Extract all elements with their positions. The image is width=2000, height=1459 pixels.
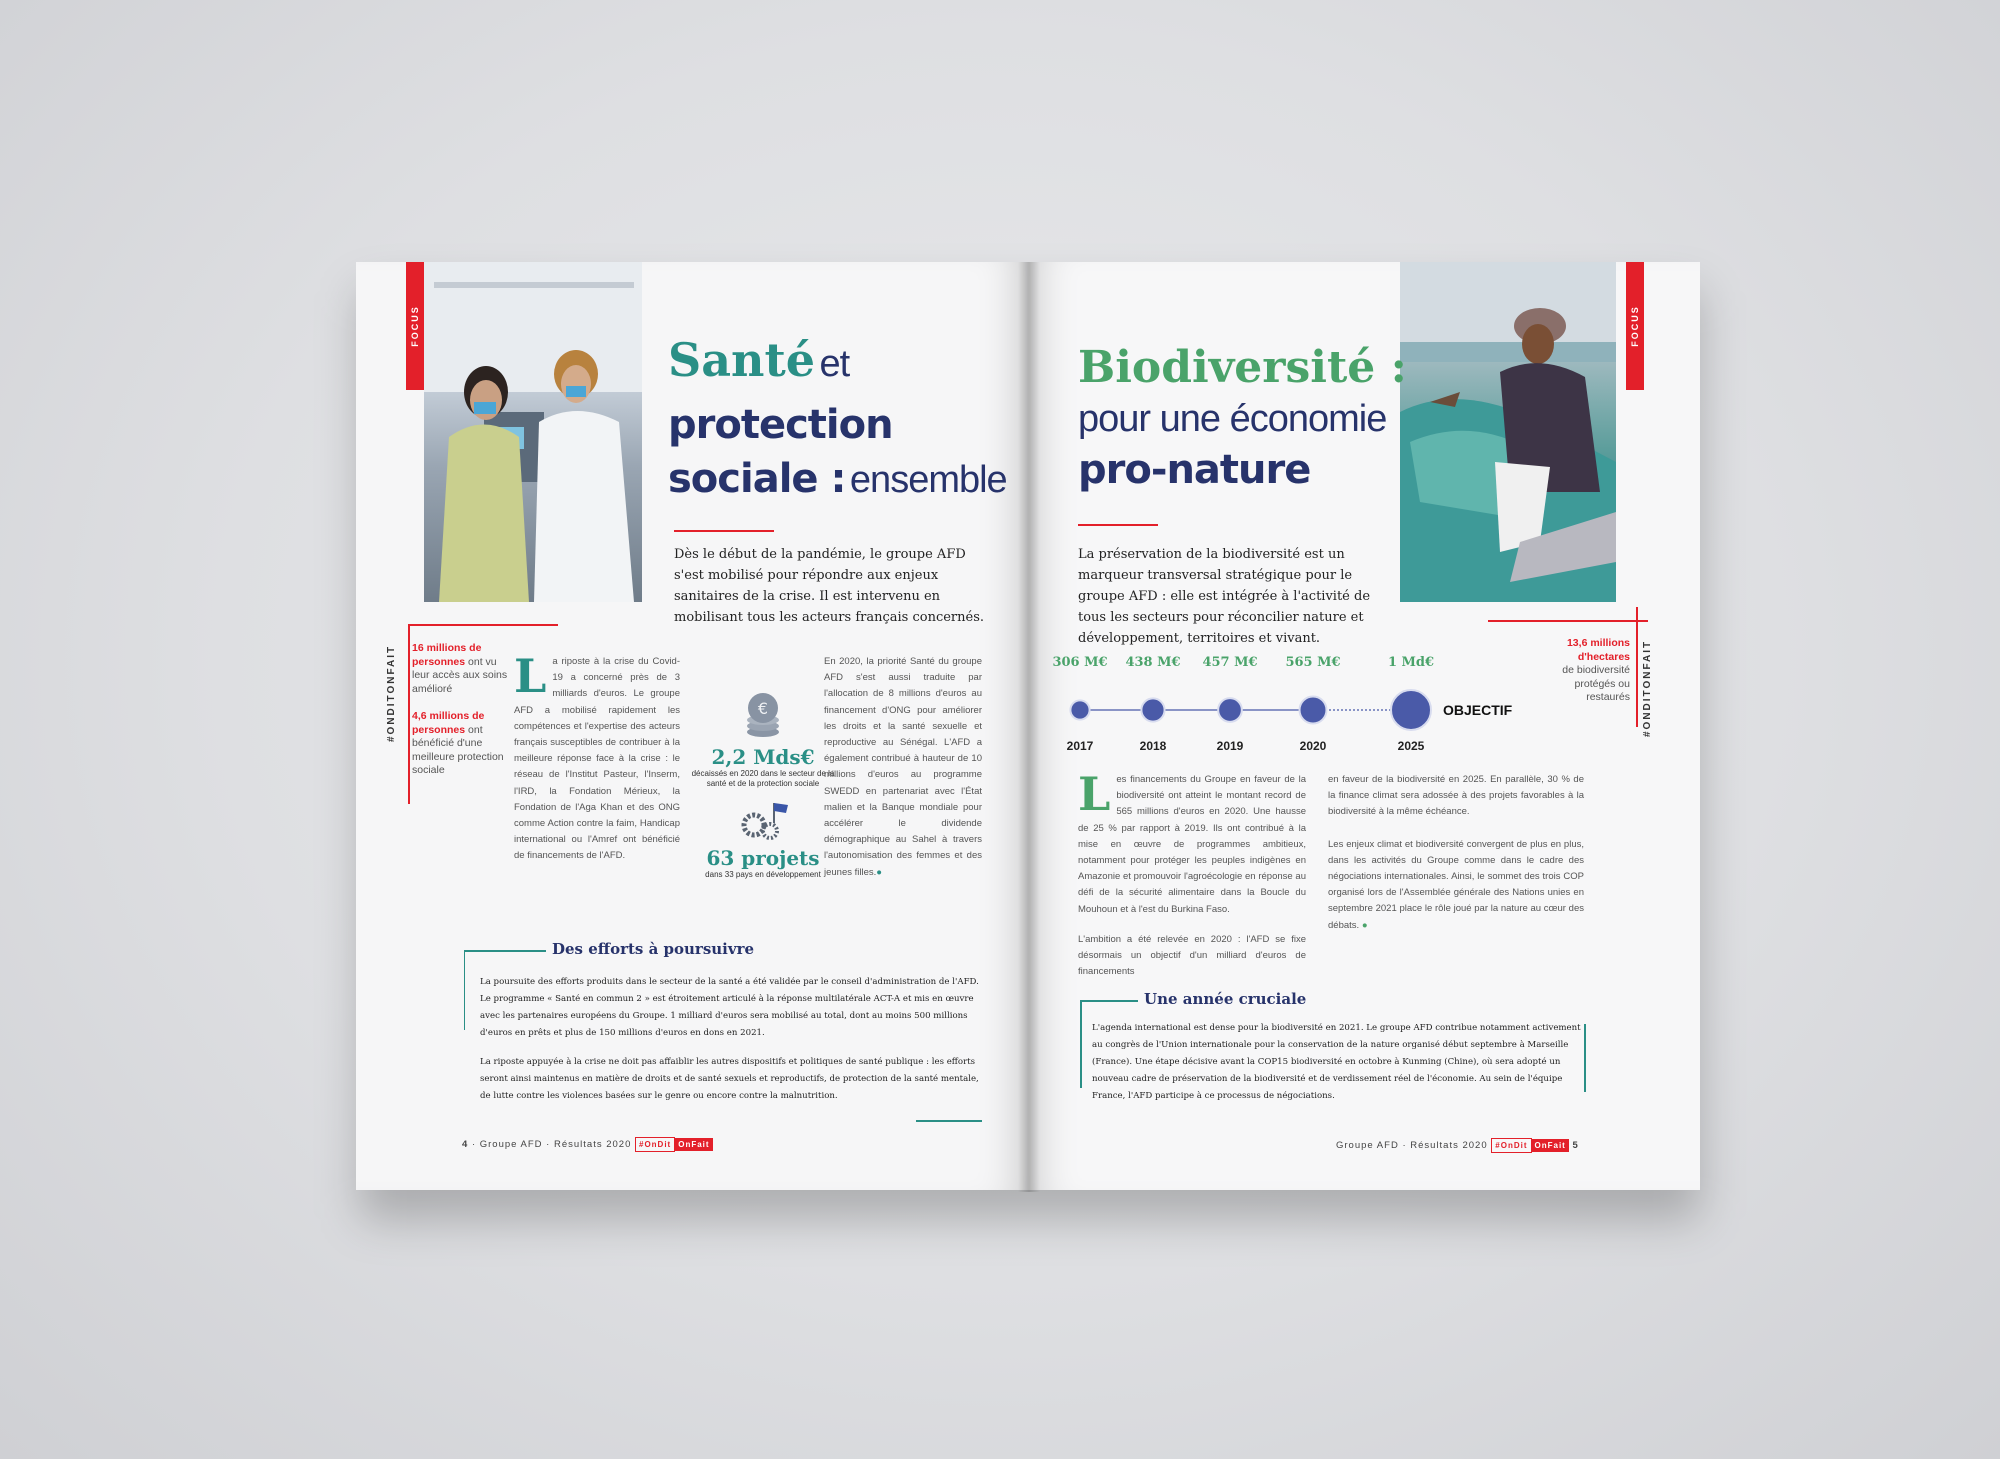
year-label: 2025 (1397, 739, 1425, 753)
figure1-caption: décaissés en 2020 dans le secteur de la santé et de la protection sociale (691, 769, 835, 788)
year-label: 2020 (1299, 739, 1327, 753)
year-label: 2019 (1216, 739, 1244, 753)
timeline-point (1300, 697, 1327, 724)
body-column-1: Les financements du Groupe en faveur de la biodiversité ont atteint le montant record de 565 millions d'euros en 2020. Une hausse de 25 % par rapport à 2019. Ils ont contribué à la mise en œuvre de programmes ambitieux, notamment pour protéger les peuples indigènes en Amazonie et promouvoir l'agroécologie en réponse au défi de la sécurité alimentaire dans la Boucle du Mouhoun et à l'est du Burkina Faso. L'ambition a été relevée en 2020 : l'AFD se fixe désormais un objectif d'un milliard d'euros de financements (1078, 772, 1306, 980)
box-paragraph-1: L'agenda international est dense pour la biodiversité en 2021. Le groupe AFD contribue notamment activement au congrès de l'Union internationale pour la conservation de la nature organisé début septembre à Marseille (France). Une étape décisive avant la COP15 biodiversité en octobre à Kunming (Chine), où sera adopté un nouveau cadre de préservation de la biodiversité et de verdissement réel de l'économie. Au sein de l'équipe France, l'AFD participe à ce processus de négociations. (1092, 1023, 1581, 1101)
box-left-rule (1080, 1000, 1082, 1088)
box-paragraph-1: La poursuite des efforts produits dans le secteur de la santé a été validée par le conseil d'administration de l'AFD. Le programme « Santé en commun 2 » est étroitement articulé à la réponse multilatérale ACT-A et mis en œuvre avec les partenaires européens du Groupe. 1 milliard d'euros sera mobilisé au total, dont au moins 500 millions d'euros en prêts et plus de 150 millions d'euros en dons en 2021. (480, 977, 979, 1038)
value-label: 1 Md€ (1387, 655, 1435, 670)
footer (1336, 1138, 1579, 1153)
box-right-rule (1584, 1024, 1586, 1092)
title-underline (1078, 524, 1158, 526)
footer (462, 1137, 713, 1152)
value-label: 565 M€ (1285, 655, 1341, 670)
intro-text: La préservation de la biodiversité est un marqueur transversal stratégique pour le groupe AFD : elle est intégrée à l'activité de tous les secteurs pour réconcilier nature et développement, territoires et vivant. (1078, 547, 1371, 646)
svg-text:€: € (757, 699, 769, 718)
box-left-rule (464, 950, 467, 1030)
sidebar-rule (408, 624, 410, 804)
objectif-label: OBJECTIF (1443, 702, 1513, 718)
page-number: 4 (462, 1139, 469, 1150)
figure2-value: 63 projets (706, 846, 820, 870)
dropcap: L (1078, 767, 1111, 821)
body-column-2: en faveur de la biodiversité en 2025. En parallèle, 30 % de la finance climat sera adossée à des projets favorables à la biodiversité à la même échéance. Les enjeux climat et biodiversité convergent de plus en plus, dans les activités du Groupe comme dans le cadre des négociations internationales. Ainsi, le sommet des trois COP organisé lors de l'Assemblée générale des Nations unies en septembre 2021 place le rôle joué par la nature au cœur des débats. ● (1328, 774, 1584, 931)
tag-onfait: OnFait (675, 1138, 712, 1151)
fisherman-scene-illustration (1400, 262, 1616, 602)
figure2-caption: dans 33 pays en développement (705, 870, 821, 879)
book-spine (1018, 262, 1040, 1192)
footer-text: Groupe AFD · Résultats 2020 (1336, 1140, 1488, 1151)
title-underline (674, 530, 774, 532)
tag-ondit: #OnDit (1491, 1138, 1531, 1153)
timeline-point (1391, 690, 1431, 730)
body-column-2-p1: en faveur de la biodiversité en 2025. En parallèle, 30 % de la finance climat sera adossée à des projets favorables à la biodiversité à la même échéance. (1328, 774, 1584, 818)
focus-tab: FOCUS (406, 262, 424, 390)
timeline-point (1141, 698, 1164, 721)
value-label: 457 M€ (1202, 655, 1258, 670)
value-label: 306 M€ (1052, 655, 1108, 670)
body-column-2-p2: Les enjeux climat et biodiversité convergent de plus en plus, dans les activités du Groupe comme dans le cadre des négociations internationales. Ainsi, le sommet des trois COP organisé lors de l'Assemblée générale des Nations unies en septembre 2021 place le rôle joué par la nature au cœur des débats. (1328, 838, 1584, 931)
hashtag-vertical: #ONDITONFAIT (1642, 639, 1653, 737)
sidebar-rule-h (1488, 620, 1648, 622)
figure-amount (688, 692, 838, 879)
intro-text: Dès le début de la pandémie, le groupe AFD s'est mobilisé pour répondre aux enjeux sanitaires de la crise. Il est intervenu en mobilisant tous les acteurs français concernés. (674, 547, 985, 625)
right-page (1028, 262, 1700, 1190)
box-heading: Des efforts à poursuivre (546, 940, 760, 958)
biodiversity-timeline-chart (1052, 654, 1513, 754)
footer-text: · Groupe AFD · Résultats 2020 (471, 1139, 632, 1150)
dropcap: L (514, 649, 547, 703)
stat-block: 13,6 millions d'hectares de biodiversité protégés ou restaurés (1562, 637, 1630, 703)
stat-block-2: 4,6 millions de personnes ont bénéficié d'une meilleure protection sociale (412, 710, 504, 776)
body-column-1: La riposte à la crise du Covid-19 a concerné près de 3 milliards d'euros. Le groupe AFD a mobilisé rapidement les compétences et l'expertise des acteurs français susceptibles de contribuer à la meilleure réponse face à la crise : le réseau de l'Institut Pasteur, l'Inserm, l'IRD, la Fondation Mérieux, la Fondation de l'Aga Khan et des ONG comme Action contre la faim, Handicap international ou l'Amref ont bénéficié de financements de l'AFD. (514, 649, 680, 862)
focus-tab: FOCUS (1626, 262, 1644, 390)
year-label: 2018 (1139, 739, 1167, 753)
body-column-1-p2: L'ambition a été relevée en 2020 : l'AFD se fixe désormais un objectif d'un milliard d'euros de financements (1078, 933, 1306, 978)
value-label: 438 M€ (1125, 655, 1181, 670)
hashtag-vertical: #ONDITONFAIT (386, 644, 397, 742)
year-label: 2017 (1066, 739, 1094, 753)
timeline-point (1070, 700, 1089, 719)
gears-icon (738, 797, 788, 841)
page-title: Biodiversité : pour une économie pro-nature (1078, 342, 1407, 493)
box-heading: Une année cruciale (1138, 990, 1312, 1008)
tag-onfait: OnFait (1532, 1139, 1569, 1152)
body-column-2: En 2020, la priorité Santé du groupe AFD s'est aussi traduite par l'allocation de 8 millions d'euros au financement d'ONG pour améliorer les droits et la santé sexuelle et reproductive au Sénégal. L'AFD a également contribué à hauteur de 10 millions d'euros au programme SWEDD en partenariat avec l'État malien et la Banque mondiale pour accélérer le dividende démographique au Sahel à travers l'autonomisation des femmes et des jeunes filles.● (774, 654, 982, 902)
page-title: Santé et protection sociale : ensemble (668, 333, 1007, 502)
page-number: 5 (1572, 1140, 1579, 1151)
timeline-point (1218, 698, 1242, 722)
box-paragraph-2: La riposte appuyée à la crise ne doit pas affaiblir les autres dispositifs et politiques de santé publique : les efforts seront ainsi maintenus en matière de droits et de santé sexuels et reproductifs, de protection de la santé mentale, de lutte contre les violences basées sur le genre ou encore contre la malnutrition. (480, 1057, 979, 1101)
figure1-value: 2,2 Mds€ (711, 745, 815, 769)
fisherman-photo (1400, 262, 1616, 602)
box-top-rule (1080, 1000, 1140, 1002)
box-bottom-rule (916, 1120, 982, 1122)
box-top-rule (464, 950, 554, 952)
tag-ondit: #OnDit (635, 1137, 675, 1152)
lab-photo (424, 262, 642, 602)
sidebar-rule (1636, 607, 1638, 727)
lab-scene-illustration (424, 262, 642, 602)
sidebar-rule-h (408, 624, 558, 626)
coins-icon (743, 692, 783, 740)
stat-block-1: 16 millions de personnes ont vu leur accès aux soins amélioré (412, 642, 508, 695)
left-page (356, 262, 1028, 1190)
